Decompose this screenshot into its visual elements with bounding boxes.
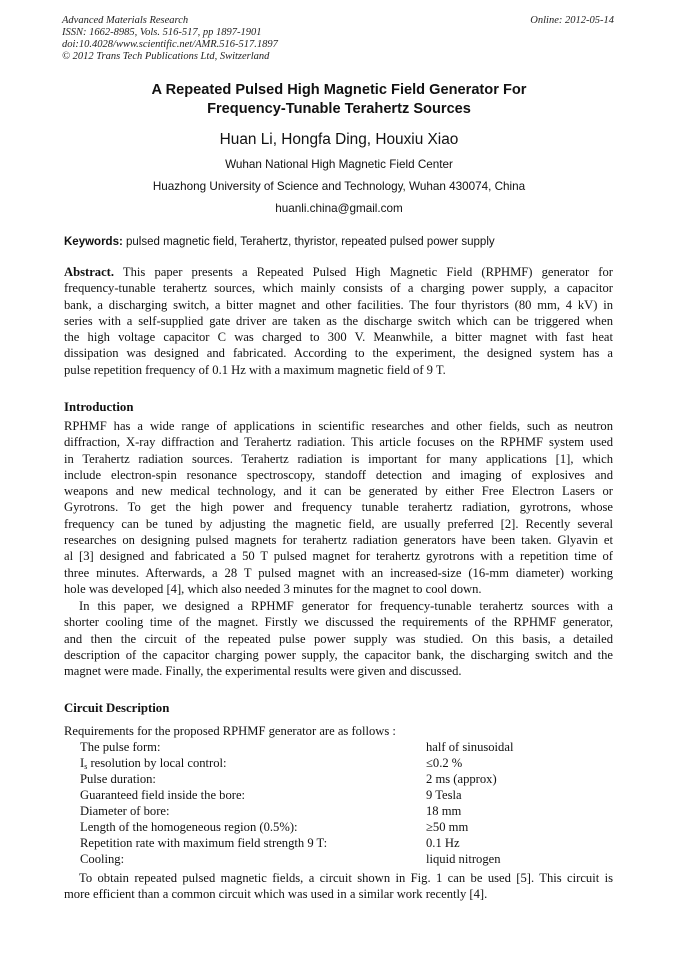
paragraph-line: weapons and new medical technology, and it can be generated by either Free Electron Lasers or xyxy=(64,484,613,499)
paragraph-line: Gyrotrons. To get the high power and frequency tunable terahertz radiation, gyrotrons, whose xyxy=(64,500,613,515)
requirement-value: half of sinusoidal xyxy=(426,740,514,754)
doi: doi:10.4028/www.scientific.net/AMR.516-517.1897 xyxy=(62,39,278,50)
online-date: Online: 2012-05-14 xyxy=(530,15,614,26)
paragraph-line: researches on designing pulsed magnets for terahertz radiation generators have been taken. Glyavin et xyxy=(64,533,613,548)
introduction-heading: Introduction xyxy=(64,400,134,414)
keywords-label: Keywords: xyxy=(64,236,123,248)
requirement-label: Guaranteed field inside the bore: xyxy=(80,788,246,802)
paragraph-line: To obtain repeated pulsed magnetic fields, a circuit shown in Fig. 1 can be used [5]. This circuit is xyxy=(79,871,613,885)
paragraph-line: description of the capacitor charging power supply, the capacitor bank, the discharging switch and the xyxy=(64,647,613,662)
paragraph-line: include electron-spin resonance spectroscopy, standoff detection and imaging of explosives and xyxy=(64,467,613,482)
abstract-line: pulse repetition frequency of 0.1 Hz with a maximum magnetic field of 9 T. xyxy=(64,362,446,377)
introduction-paragraph-2 xyxy=(64,598,613,679)
abstract-line: bank, a discharging switch, a bitter magnet and other facilities. The four thyristors (80 mm, 4 kV) in xyxy=(64,297,613,312)
circuit-paragraph xyxy=(64,870,613,903)
title-line-1: A Repeated Pulsed High Magnetic Field Generator For xyxy=(151,82,527,98)
paragraph-line: al [3] designed and fabricated a 50 T pulsed magnet for terahertz gyrotrons with a repetition time of xyxy=(64,549,613,564)
requirement-value: 9 Tesla xyxy=(426,788,462,802)
paragraph-line: diffraction, X-ray diffraction and Terahertz radiation. This article focuses on the RPHMF system used xyxy=(64,435,613,450)
requirement-row xyxy=(80,804,620,820)
requirement-value: 18 mm xyxy=(426,804,462,818)
requirement-row xyxy=(80,740,620,756)
abstract-line: Abstract. This paper presents a Repeated Pulsed High Magnetic Field (RPHMF) generator for xyxy=(64,265,613,279)
keywords-text: pulsed magnetic field, Terahertz, thyristor, repeated pulsed power supply xyxy=(122,236,495,248)
keywords xyxy=(64,235,624,250)
paragraph-line: RPHMF has a wide range of applications in scientific researches and other fields, such as neutron xyxy=(64,419,613,433)
requirement-label: Diameter of bore: xyxy=(80,804,170,818)
journal-header xyxy=(62,15,278,63)
requirement-label: The pulse form: xyxy=(80,740,161,754)
author-email[interactable]: huanli.china@gmail.com xyxy=(275,202,403,215)
paragraph-line: magnet were made. Finally, the experimental results were given and discussed. xyxy=(64,664,462,679)
paragraph-line: hole was developed [4], which also needed 3 minutes for the magnet to cool down. xyxy=(64,581,482,596)
abstract xyxy=(64,264,613,378)
affiliation-2: Huazhong University of Science and Technology, Wuhan 430074, China xyxy=(152,180,526,193)
requirement-row xyxy=(80,852,620,868)
paragraph-line: in Terahertz radiation sources. Terahertz radiation is important for many applications [1], which xyxy=(64,451,613,466)
abstract-line: frequency-tunable terahertz sources, which mainly consists of a charging power supply, a capacitor xyxy=(64,281,613,296)
requirement-value: ≤0.2 % xyxy=(426,756,463,770)
requirement-label: Length of the homogeneous region (0.5%): xyxy=(80,820,298,834)
requirement-value: 0.1 Hz xyxy=(426,836,460,850)
paragraph-line: and then the circuit of the repeated pulse power supply was studied. On this basis, a detailed xyxy=(64,631,613,646)
paper-title xyxy=(60,81,618,119)
paragraph-line: more efficient than a common circuit which was used in a similar work recently [4]. xyxy=(64,887,488,902)
affiliation-1: Wuhan National High Magnetic Field Center xyxy=(225,158,453,171)
journal-name: Advanced Materials Research xyxy=(62,15,189,26)
abstract-line: the high voltage capacitor C was charged to 300 V. Meanwhile, a bitter magnet with fast heat xyxy=(64,330,613,345)
requirement-label: Cooling: xyxy=(80,852,125,866)
requirements-table xyxy=(80,740,620,868)
requirement-row xyxy=(80,836,620,852)
requirement-label: $I_s$ resolution by local control: xyxy=(80,756,227,771)
paragraph-line: shorter cooling time of the magnet. Firstly we discussed the requirements of the RPHMF generator, xyxy=(64,615,613,630)
requirements-intro: Requirements for the proposed RPHMF generator are as follows : xyxy=(64,724,396,738)
requirement-value: 2 ms (approx) xyxy=(426,772,497,786)
paragraph-line: frequency can be tuned by adjusting the magnetic field, are usually preferred [2]. Recently several xyxy=(64,516,613,531)
introduction-paragraph-1 xyxy=(64,418,613,597)
abstract-line: series with a self-supplied gate driver are taken as the discharge switch which can be triggered when xyxy=(64,313,613,328)
issn: ISSN: 1662-8985, Vols. 516-517, pp 1897-1901 xyxy=(62,27,262,38)
copyright: © 2012 Trans Tech Publications Ltd, Switzerland xyxy=(62,51,270,62)
paragraph-line: In this paper, we designed a RPHMF generator for frequency-tunable terahertz sources with a xyxy=(79,599,613,613)
requirement-row xyxy=(80,772,620,788)
requirement-row xyxy=(80,788,620,804)
paragraph-line: three minutes. Afterwards, a 28 T pulsed magnet with an increased-size (16-mm diameter) working xyxy=(64,565,613,580)
authors: Huan Li, Hongfa Ding, Houxiu Xiao xyxy=(219,131,459,148)
requirement-value: ≥50 mm xyxy=(426,820,469,834)
requirement-row xyxy=(80,756,620,772)
requirement-label: Pulse duration: xyxy=(80,772,156,786)
requirement-label: Repetition rate with maximum field strength 9 T: xyxy=(80,836,328,850)
abstract-label: Abstract. xyxy=(64,265,115,279)
title-line-2: Frequency-Tunable Terahertz Sources xyxy=(207,101,471,117)
requirement-value: liquid nitrogen xyxy=(426,852,501,866)
requirement-row xyxy=(80,820,620,836)
circuit-description-heading: Circuit Description xyxy=(64,701,170,715)
abstract-line: dissipation was designed and fabricated. According to the experiment, the designed system has a xyxy=(64,346,613,361)
